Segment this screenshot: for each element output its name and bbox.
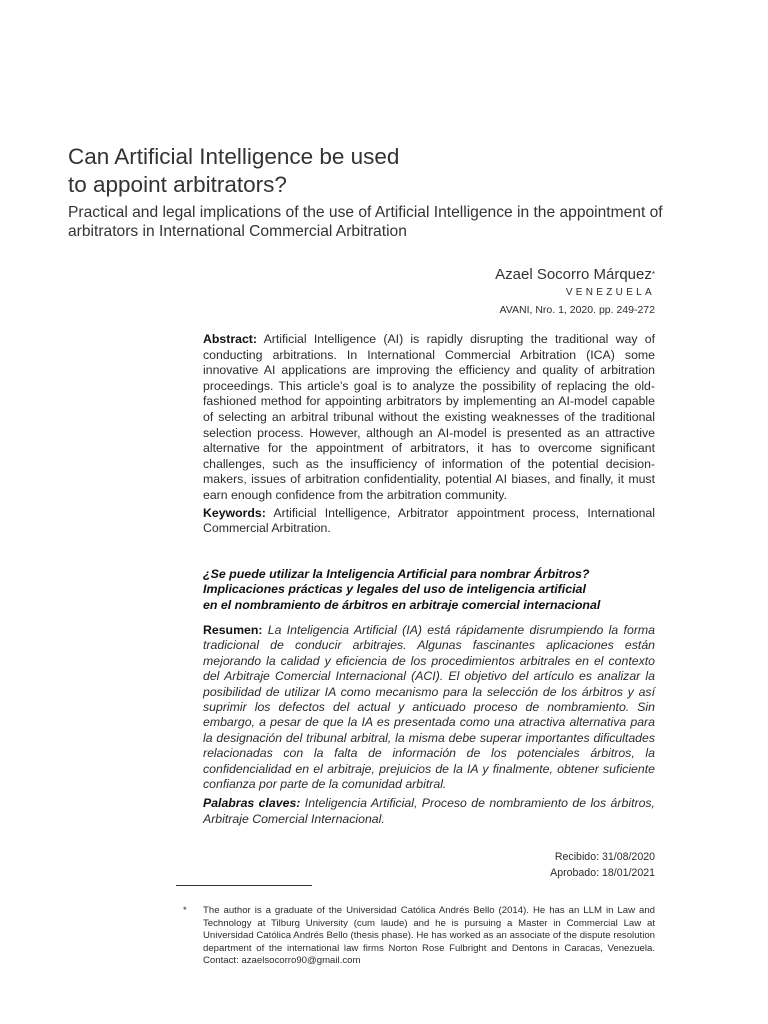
- palabras-claves-text: Inteligencia Artificial, Proceso de nombramiento de los árbitros, Arbitraje Comercial Internacional.: [203, 796, 655, 826]
- footnote-divider: [176, 885, 312, 886]
- abstract-label: Abstract:: [203, 332, 257, 346]
- author-country: VENEZUELA: [565, 287, 655, 298]
- journal-citation: AVANI, Nro. 1, 2020. pp. 249-272: [499, 304, 655, 316]
- abstract-text: Artificial Intelligence (AI) is rapidly disrupting the traditional way of conducting arbitrations. In International Commercial Arbitration (ICA) some innovative AI applications are improving the efficiency and quality of arbitration proceedings. This article’s goal is to analyze the possibility of replacing the old-fashioned method for appointing arbitrators by implementing an AI-model capable of selecting an arbitral tribunal without the existing weaknesses of the traditional selection process. However, although an AI-model is presented as an attractive alternative for the appointment of arbitrators, it has to overcome significant challenges, such as the insufficiency of information of the potential decision-makers, issues of arbitration confidentiality, potential AI biases, and finally, it must earn enough confidence from the arbitration community.: [203, 332, 655, 502]
- title-line-1: Can Artificial Intelligence be used: [68, 144, 400, 169]
- spanish-title-line-3: en el nombramiento de árbitros en arbitraje comercial internacional: [203, 597, 601, 612]
- received-date: Recibido: 31/08/2020: [554, 851, 655, 863]
- palabras-claves-paragraph: [203, 796, 655, 827]
- spanish-title-line-2: Implicaciones prácticas y legales del uso de inteligencia artificial: [203, 582, 586, 597]
- resumen-label: Resumen:: [203, 623, 263, 637]
- resumen-text: La Inteligencia Artificial (IA) está rápidamente disrumpiendo la forma tradicional de conducir arbitrajes. Algunas fascinantes aplicaciones están mejorando la calidad y eficiencia de los procedimientos arbitrales en el contexto del Arbitraje Comercial Internacional (ACI). El objetivo del artículo es analizar la posibilidad de utilizar IA como mecanismo para la selección de los árbitros y así suprimir los defectos del actual y anticuado proceso de nombramiento. Sin embargo, a pesar de que la IA es presentada como una atractiva alternativa para la designación del tribunal arbitral, la misma debe superar importantes dificultades relacionadas con la falta de información de los potenciales árbitros, la confidencialidad en el arbitraje, prejuicios de la IA y finalmente, obtener suficiente confianza por parte de la comunidad arbitral.: [203, 623, 655, 792]
- keywords-paragraph: [203, 506, 655, 537]
- palabras-claves-label: Palabras claves:: [203, 796, 301, 811]
- author-footnote-mark: *: [651, 270, 655, 279]
- footnote-mark: *: [183, 905, 187, 916]
- approved-date: Aprobado: 18/01/2021: [550, 867, 655, 879]
- keywords-text: Artificial Intelligence, Arbitrator appointment process, International Commercial Arbitration.: [203, 505, 655, 536]
- footnote: [183, 905, 655, 968]
- abstract-paragraph: [203, 332, 655, 504]
- article-title: [68, 143, 688, 199]
- author-name: Azael Socorro Márquez: [495, 266, 652, 283]
- dates-block: [550, 849, 655, 881]
- spanish-title: [203, 567, 655, 613]
- resumen-paragraph: [203, 623, 655, 792]
- title-line-2: to appoint arbitrators?: [68, 172, 287, 197]
- author-block: [495, 265, 655, 317]
- author-line: [495, 265, 655, 284]
- footnote-text: The author is a graduate of the Universidad Católica Andrés Bello (2014). He has an LLM in Law and Technology at Tilburg University (cum laude) and he is pursuing a Master in Commercial Law at Universidad Católica Andrés Bello (thesis phase). He has worked as an associate of the dispute resolution department of the international law firms Norton Rose Fulbright and Dentons in Caracas, Venezuela. Contact: azaelsocorro90@gmail.com: [203, 905, 655, 967]
- resumen-section: [203, 623, 655, 827]
- keywords-label: Keywords:: [203, 505, 266, 520]
- abstract-section: [203, 332, 655, 537]
- spanish-title-line-1: ¿Se puede utilizar la Inteligencia Artificial para nombrar Árbitros?: [203, 567, 590, 581]
- article-subtitle: Practical and legal implications of the use of Artificial Intelligence in the appointment of arbitrators in International Commercial Arbitration: [68, 204, 663, 240]
